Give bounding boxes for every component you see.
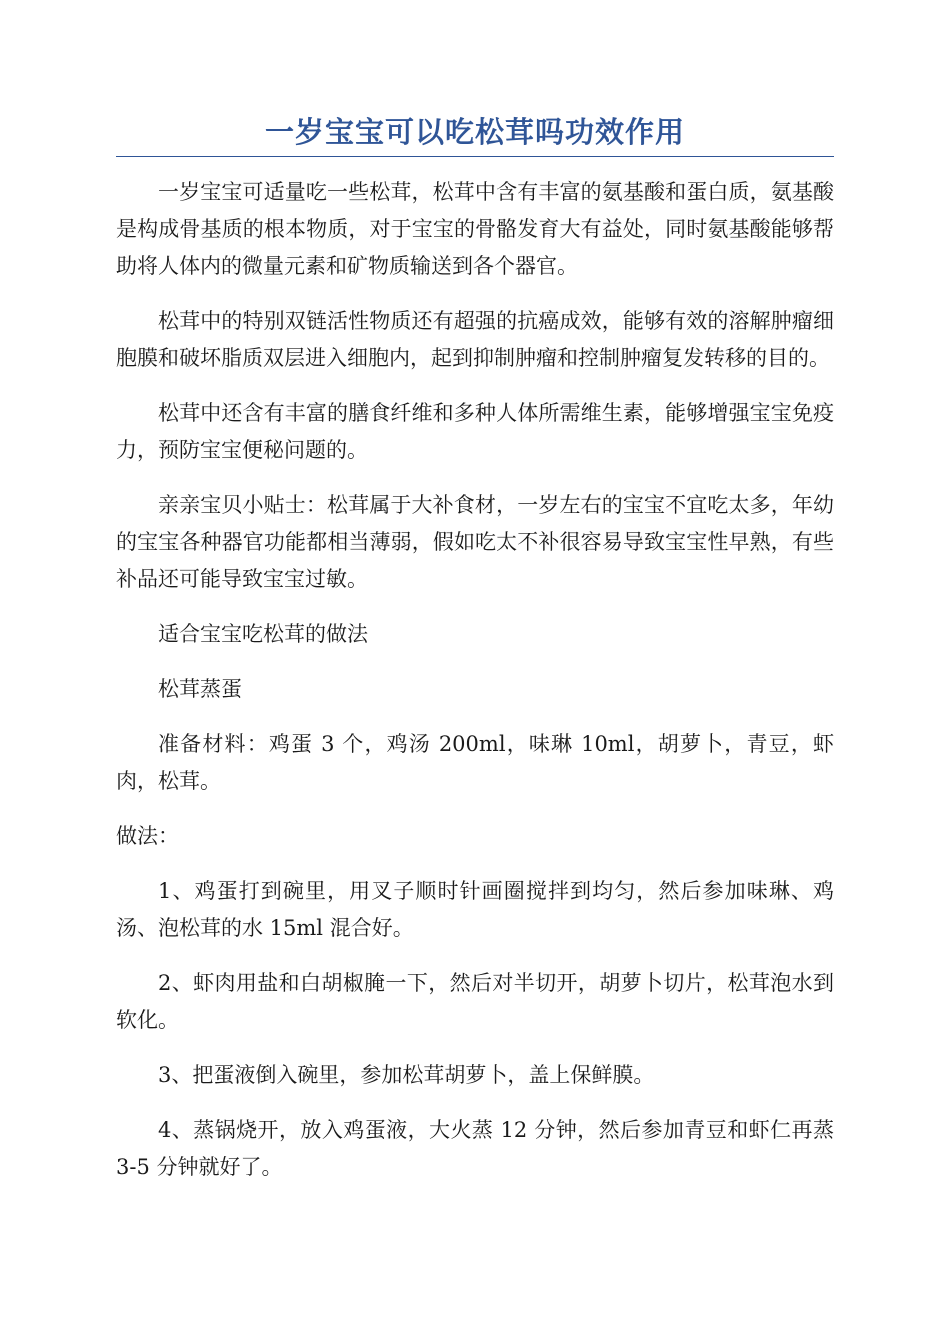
recipe-name: 松茸蒸蛋: [158, 677, 242, 701]
document-page: [116, 110, 834, 1204]
paragraph: 一岁宝宝可适量吃一些松茸，松茸中含有丰富的氨基酸和蛋白质，氨基酸是构成骨基质的根本物质，对于宝宝的骨骼发育大有益处，同时氨基酸能够帮助将人体内的微量元素和矿物质输送到各个器官。: [116, 180, 834, 278]
step-item: 4、蒸锅烧开，放入鸡蛋液，大火蒸 12 分钟，然后参加青豆和虾仁再蒸 3-5 分钟就好了。: [116, 1118, 834, 1179]
step-item: 1、鸡蛋打到碗里，用叉子顺时针画圈搅拌到均匀，然后参加味琳、鸡汤、泡松茸的水 15ml 混合好。: [116, 879, 834, 940]
paragraph: 松茸中的特别双链活性物质还有超强的抗癌成效，能够有效的溶解肿瘤细胞膜和破坏脂质双层进入细胞内，起到抑制肿瘤和控制肿瘤复发转移的目的。: [116, 309, 834, 370]
document-body: [116, 174, 834, 1186]
section-heading: 适合宝宝吃松茸的做法: [158, 622, 368, 646]
paragraph: 松茸中还含有丰富的膳食纤维和多种人体所需维生素，能够增强宝宝免疫力，预防宝宝便秘问题的。: [116, 401, 834, 462]
tips-paragraph: 亲亲宝贝小贴士：松茸属于大补食材，一岁左右的宝宝不宜吃太多，年幼的宝宝各种器官功能都相当薄弱，假如吃太不补很容易导致宝宝性早熟，有些补品还可能导致宝宝过敏。: [116, 493, 834, 591]
document-title: 一岁宝宝可以吃松茸吗功效作用: [116, 110, 834, 157]
step-item: 2、虾肉用盐和白胡椒腌一下，然后对半切开，胡萝卜切片，松茸泡水到软化。: [116, 971, 834, 1032]
ingredients-paragraph: 准备材料：鸡蛋 3 个，鸡汤 200ml，味琳 10ml，胡萝卜，青豆，虾肉，松茸。: [116, 732, 834, 793]
step-item: 3、把蛋液倒入碗里，参加松茸胡萝卜，盖上保鲜膜。: [158, 1063, 655, 1087]
method-heading: 做法：: [116, 824, 179, 848]
